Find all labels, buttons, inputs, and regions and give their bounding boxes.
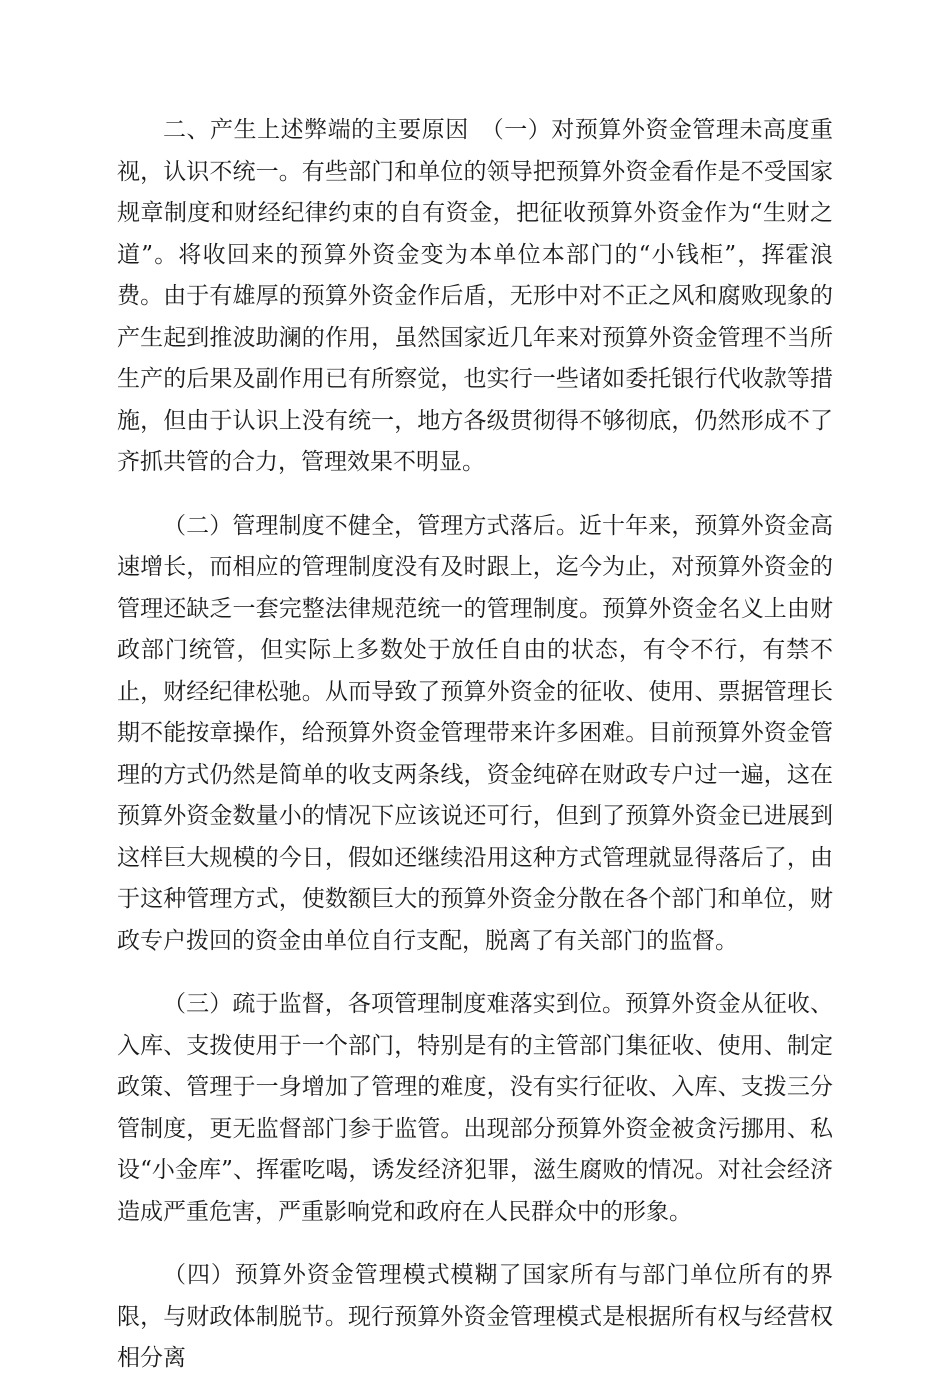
paragraph-supervision: （三）疏于监督，各项管理制度难落实到位。预算外资金从征收、入库、支拨使用于一个部门，特别是有的主管部门集征收、使用、制定政策、管理于一身增加了管理的难度，没有实行征收、入库、支拨三分管制度，更无监督部门参于监管。出现部分预算外资金被贪污挪用、私设“小金库”、挥霍吃喝，诱发经济犯罪，滋生腐败的情况。对社会经济造成严重危害，严重影响党和政府在人民群众中的形象。 [117, 991, 833, 1225]
paragraph-management-system: （二）管理制度不健全，管理方式落后。近十年来，预算外资金高速增长，而相应的管理制度没有及时跟上，迄今为止，对预算外资金的管理还缺乏一套完整法律规范统一的管理制度。预算外资金名义上由财政部门统管，但实际上多数处于放任自由的状态，有令不行，有禁不止，财经纪律松驰。从而导致了预算外资金的征收、使用、票据管理长期不能按章操作，给预算外资金管理带来许多困难。目前预算外资金管理的方式仍然是简单的收支两条线，资金纯碎在财政专户过一遍，这在预算外资金数量小的情况下应该说还可行，但到了预算外资金已进展到这样巨大规模的今日，假如还继续沿用这种方式管理就显得落后了，由于这种管理方式，使数额巨大的预算外资金分散在各个部门和单位，财政专户拨回的资金由单位自行支配，脱离了有关部门的监督。 [117, 512, 833, 954]
paragraph-management-model: （四）预算外资金管理模式模糊了国家所有与部门单位所有的界限，与财政体制脱节。现行预算外资金管理模式是根据所有权与经营权相分离 [117, 1262, 833, 1371]
document-body [117, 110, 833, 1380]
paragraph-causes-intro: 二、产生上述弊端的主要原因 （一）对预算外资金管理未高度重视，认识不统一。有些部门和单位的领导把预算外资金看作是不受国家规章制度和财经纪律约束的自有资金，把征收预算外资金作为“生财之道”。将收回来的预算外资金变为本单位本部门的“小钱柜”，挥霍浪费。由于有雄厚的预算外资金作后盾，无形中对不正之风和腐败现象的产生起到推波助澜的作用，虽然国家近几年来对预算外资金管理不当所生产的后果及副作用已有所察觉，也实行一些诸如委托银行代收款等措施，但由于认识上没有统一，地方各级贯彻得不够彻底，仍然形成不了齐抓共管的合力，管理效果不明显。 [117, 117, 833, 475]
